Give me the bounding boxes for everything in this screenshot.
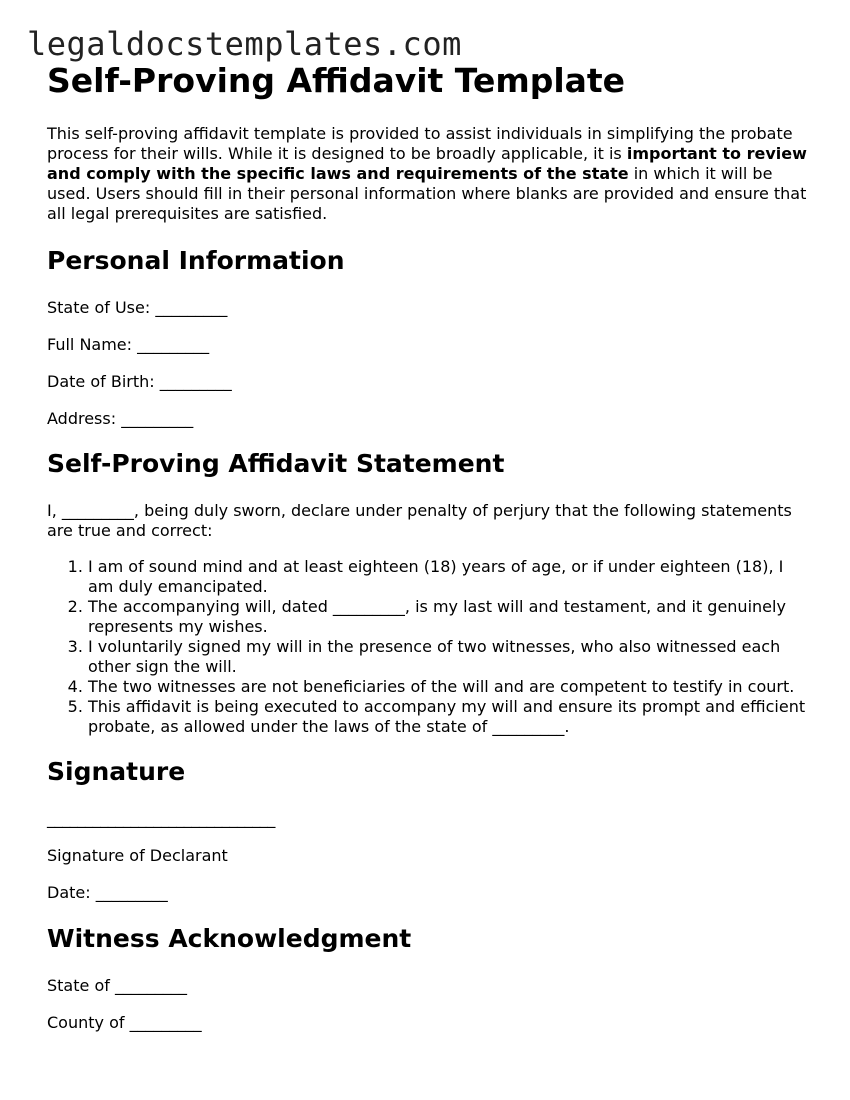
witness-state-field: State of _________ xyxy=(47,976,187,995)
statement-list xyxy=(47,557,807,737)
date-of-birth-field: Date of Birth: _________ xyxy=(47,372,232,391)
intro-bold-text: important to review and comply with the specific laws and requirements of the state xyxy=(47,144,807,183)
signature-date-field: Date: _________ xyxy=(47,883,168,902)
statement-item: 1. I am of sound mind and at least eighteen (18) years of age, or if under eighteen (18), I am duly emancipated. xyxy=(88,557,807,597)
statement-item: 5. This affidavit is being executed to accompany my will and ensure its prompt and efficient probate, as allowed under the laws of the state of _________. xyxy=(88,697,807,737)
intro-text-2: in which it will be used. Users should fill in their personal information where blanks are provided and ensure that all legal prerequisites are satisfied. xyxy=(47,164,807,223)
site-watermark: legaldocstemplates.com xyxy=(27,25,462,63)
witness-acknowledgment-heading: Witness Acknowledgment xyxy=(47,924,412,953)
intro-text-1: This self-proving affidavit template is provided to assist individuals in simplifying the probate process for their wills. While it is designed to be broadly applicable, it is xyxy=(47,124,793,163)
signature-line: ______________________________ xyxy=(47,809,276,828)
document-page xyxy=(47,60,807,1033)
personal-information-heading: Personal Information xyxy=(47,246,345,275)
signature-heading: Signature xyxy=(47,757,186,786)
statement-item: 2. The accompanying will, dated _________, is my last will and testament, and it genuinely represents my wishes. xyxy=(88,597,807,637)
statement-item: 4. The two witnesses are not beneficiaries of the will and are competent to testify in court. xyxy=(88,677,807,697)
address-field: Address: _________ xyxy=(47,409,194,428)
signature-label: Signature of Declarant xyxy=(47,846,228,865)
full-name-field: Full Name: _________ xyxy=(47,335,210,354)
intro-paragraph xyxy=(47,124,807,224)
state-of-use-field: State of Use: _________ xyxy=(47,298,228,317)
statement-item: 3. I voluntarily signed my will in the presence of two witnesses, who also witnessed each other sign the will. xyxy=(88,637,807,677)
statement-intro: I, _________, being duly sworn, declare under penalty of perjury that the following statements are true and correct: xyxy=(47,501,792,540)
witness-county-field: County of _________ xyxy=(47,1013,202,1032)
document-title: Self-Proving Affidavit Template xyxy=(47,61,626,100)
affidavit-statement-heading: Self-Proving Affidavit Statement xyxy=(47,449,505,478)
